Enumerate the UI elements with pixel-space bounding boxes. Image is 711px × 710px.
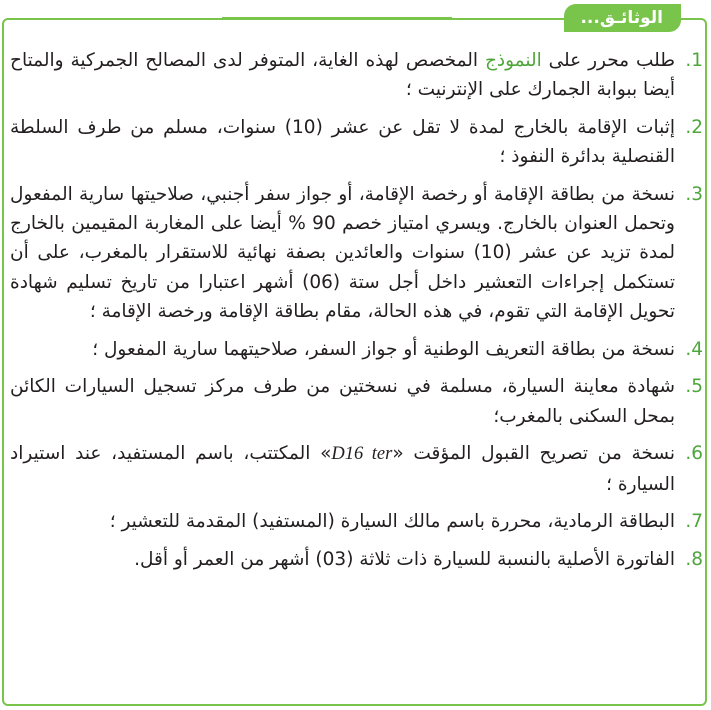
list-item [10,439,703,498]
list-item [10,335,703,364]
documents-list [10,46,703,583]
item-number: .7 [685,511,703,533]
item-number: .6 [685,443,703,465]
item-number: .1 [685,50,703,71]
item-text: الفاتورة الأصلية بالنسبة للسيارة ذات ثلاثة (03) أشهر من العمر أو أقل. [134,549,675,571]
item-number: .3 [685,184,703,205]
item-text: نسخة من تصريح القبول المؤقت «D16 ter» المكتتب، باسم المستفيد، عند استيراد السيارة ؛ [10,443,675,495]
item-text: نسخة من بطاقة التعريف الوطنية أو جواز السفر، صلاحيتهما سارية المفعول ؛ [92,338,675,360]
item-text: إثبات الإقامة بالخارج لمدة لا تقل عن عشر (10) سنوات، مسلم من طرف السلطة القنصلية بدائرة النفوذ ؛ [10,117,675,168]
model-link-text: النموذج [484,50,542,71]
list-item [10,180,703,326]
list-item [10,113,703,171]
section-heading: الوثائـق... [564,4,681,32]
item-text: شهادة معاينة السيارة، مسلمة في نسختين من طرف مركز تسجيل السيارات الكائن بمحل السكنى بالمغرب؛ [10,376,675,427]
item-text: نسخة من بطاقة الإقامة أو رخصة الإقامة، أو جواز سفر أجنبي، صلاحيتها سارية المفعول وتحمل العنوان بالخارج. ويسري امتياز خصم 90 % أيضا على المغاربة المقيمين بالخارج لمدة تزيد عن عشر (10) سنوات والعائدين بصفة نهائية للاستقرار بالمغرب، على أن تستكمل إجراءات التعشير داخل أجل ستة (06) أشهر اعتبارا من تاريخ تسليم شهادة تحويل الإقامة التي تقوم، في هذه الحالة، مقام بطاقة الإقامة ورخصة الإقامة ؛ [10,184,675,322]
item-text: طلب محرر على النموذج المخصص لهذه الغاية، المتوفر لدى المصالح الجمركية والمتاح أيضا ببوابة الجمارك على الإنترنيت ؛ [10,50,676,101]
list-item [10,372,703,430]
item-number: .4 [685,338,703,360]
list-item [10,507,703,536]
item-number: .8 [685,549,703,571]
list-item [10,545,703,574]
item-number: .2 [685,117,703,138]
item-text: البطاقة الرمادية، محررة باسم مالك السيارة (المستفيد) المقدمة للتعشير ؛ [109,511,675,533]
heading-rule [222,17,452,19]
item-number: .5 [685,376,703,398]
list-item [10,46,703,104]
form-code: D16 ter [331,444,393,465]
